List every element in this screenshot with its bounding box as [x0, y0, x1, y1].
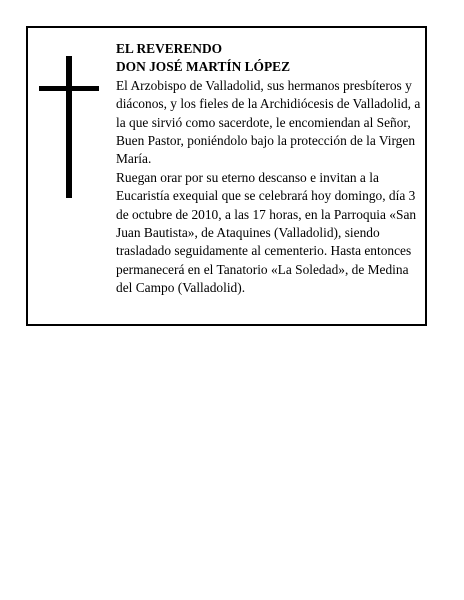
cross-horizontal-bar [39, 86, 99, 91]
cross-vertical-bar [66, 56, 72, 198]
notice-text [116, 40, 422, 298]
notice-paragraph-2: Ruegan orar por su eterno descanso e invitan a la Eucaristía exequial que se celebrará hoy domingo, día 3 de octubre de 2010, a las 17 horas, en la Parroquia «San Juan Bautista», de Ataquines (Valladolid), siendo trasladado seguidamente al cementerio. Hasta entonces permanecerá en el Tanatorio «La Soledad», de Medina del Campo (Valladolid). [116, 169, 417, 296]
obituary-notice [26, 26, 427, 326]
notice-title-line-2: DON JOSÉ MARTÍN LÓPEZ [116, 59, 290, 75]
notice-title-line-1: EL REVERENDO [116, 41, 223, 56]
notice-paragraph-1: El Arzobispo de Valladolid, sus hermanos presbíteros y diáconos, y los fieles de la Archidiócesis de Valladolid, a la que sirvió como sacerdote, le encomiendan al Señor, Buen Pastor, poniéndolo bajo la protección de la Virgen María. [116, 77, 421, 167]
